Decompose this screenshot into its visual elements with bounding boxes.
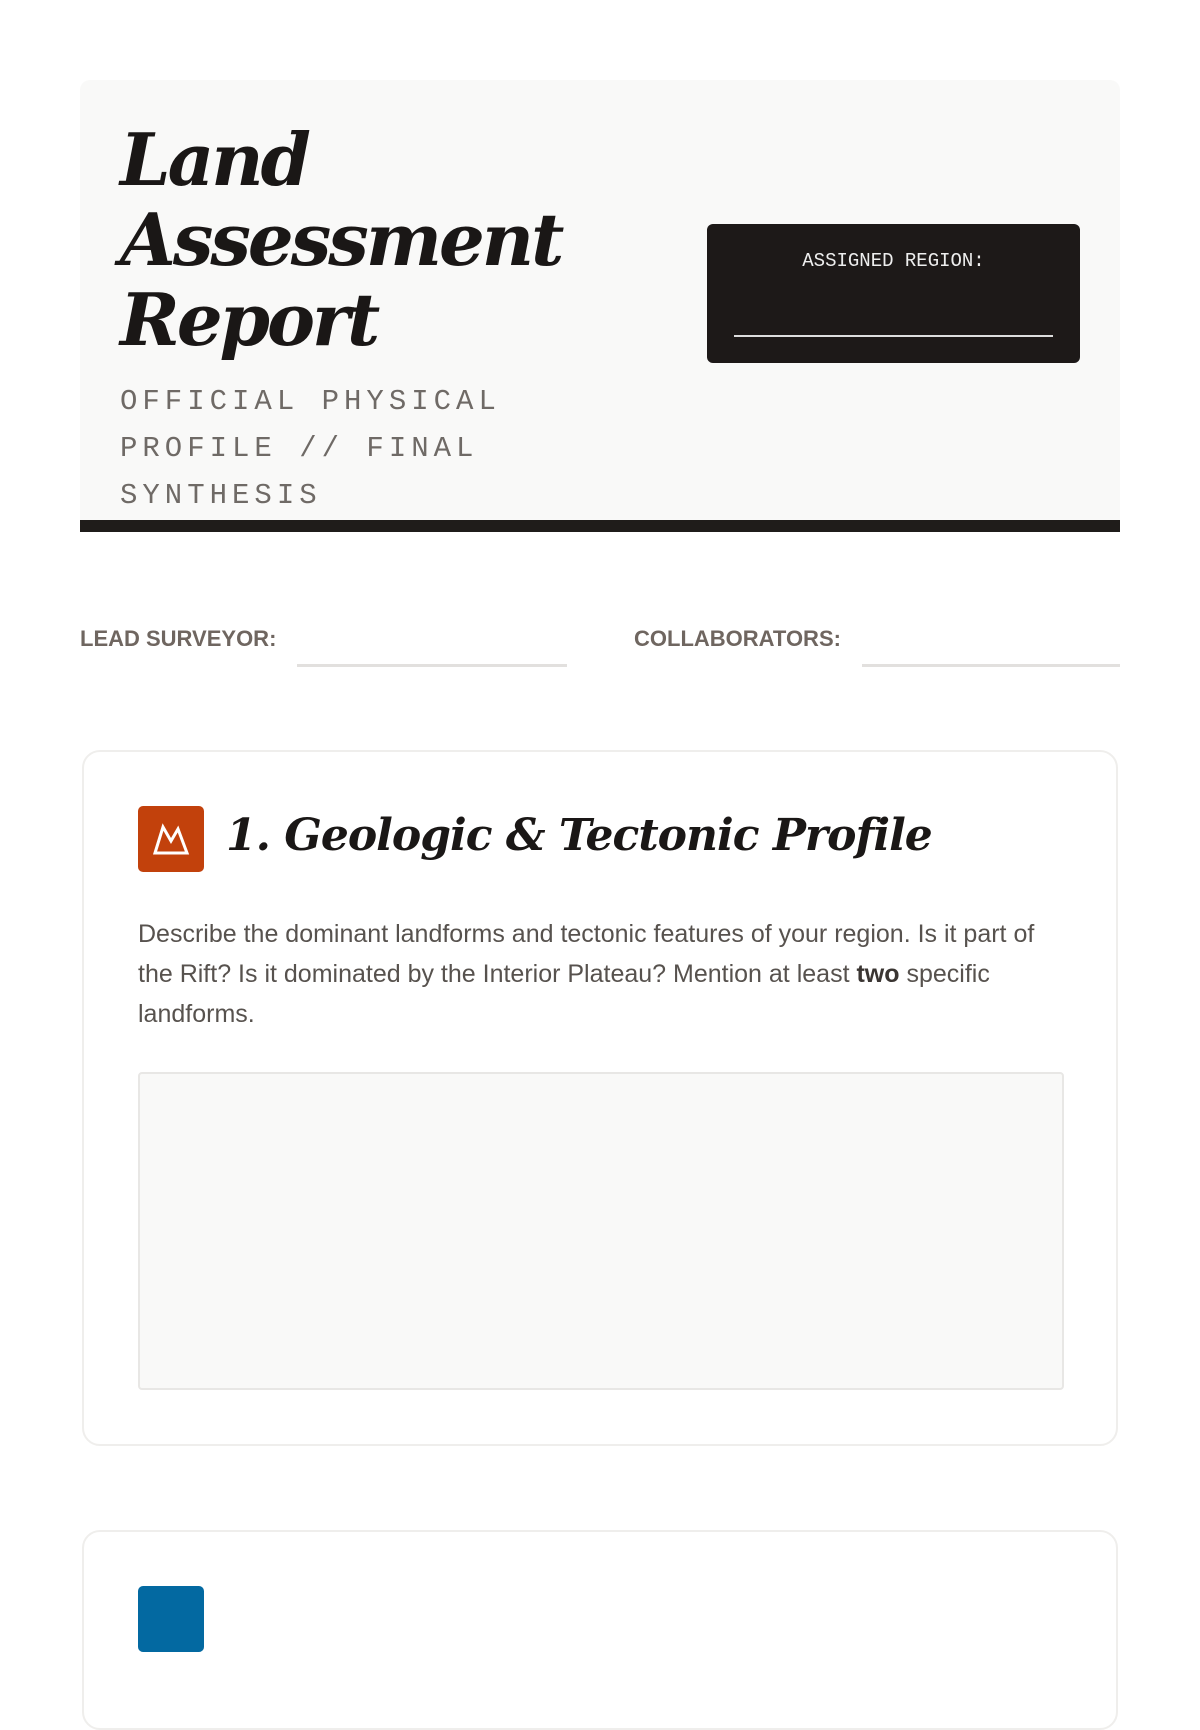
section-2-icon bbox=[138, 1586, 204, 1652]
assigned-region-box bbox=[707, 224, 1080, 363]
mountain-icon bbox=[138, 806, 204, 872]
section-heading: 1. Geologic & Tectonic Profile bbox=[226, 810, 932, 861]
assigned-region-label: ASSIGNED REGION: bbox=[802, 250, 985, 272]
section-prompt: Describe the dominant landforms and tectonic features of your region. Is it part of the Rift? Is it dominated by the Interior Plateau? Mention at least two specific landforms. bbox=[138, 920, 1035, 1028]
section-card-2 bbox=[82, 1530, 1118, 1730]
assigned-region-input[interactable] bbox=[734, 335, 1053, 337]
lead-surveyor-label: LEAD SURVEYOR: bbox=[80, 626, 277, 651]
page-subtitle: OFFICIAL PHYSICAL PROFILE // FINAL SYNTHESIS bbox=[120, 385, 501, 512]
collaborators-input[interactable] bbox=[862, 664, 1120, 667]
page-title: Land Assessment Report bbox=[120, 117, 562, 362]
collaborators-label: COLLABORATORS: bbox=[634, 626, 841, 651]
report-header bbox=[80, 80, 1120, 532]
geologic-answer-textarea[interactable] bbox=[138, 1072, 1064, 1390]
section-card-geologic bbox=[82, 750, 1118, 1446]
lead-surveyor-input[interactable] bbox=[297, 664, 567, 667]
